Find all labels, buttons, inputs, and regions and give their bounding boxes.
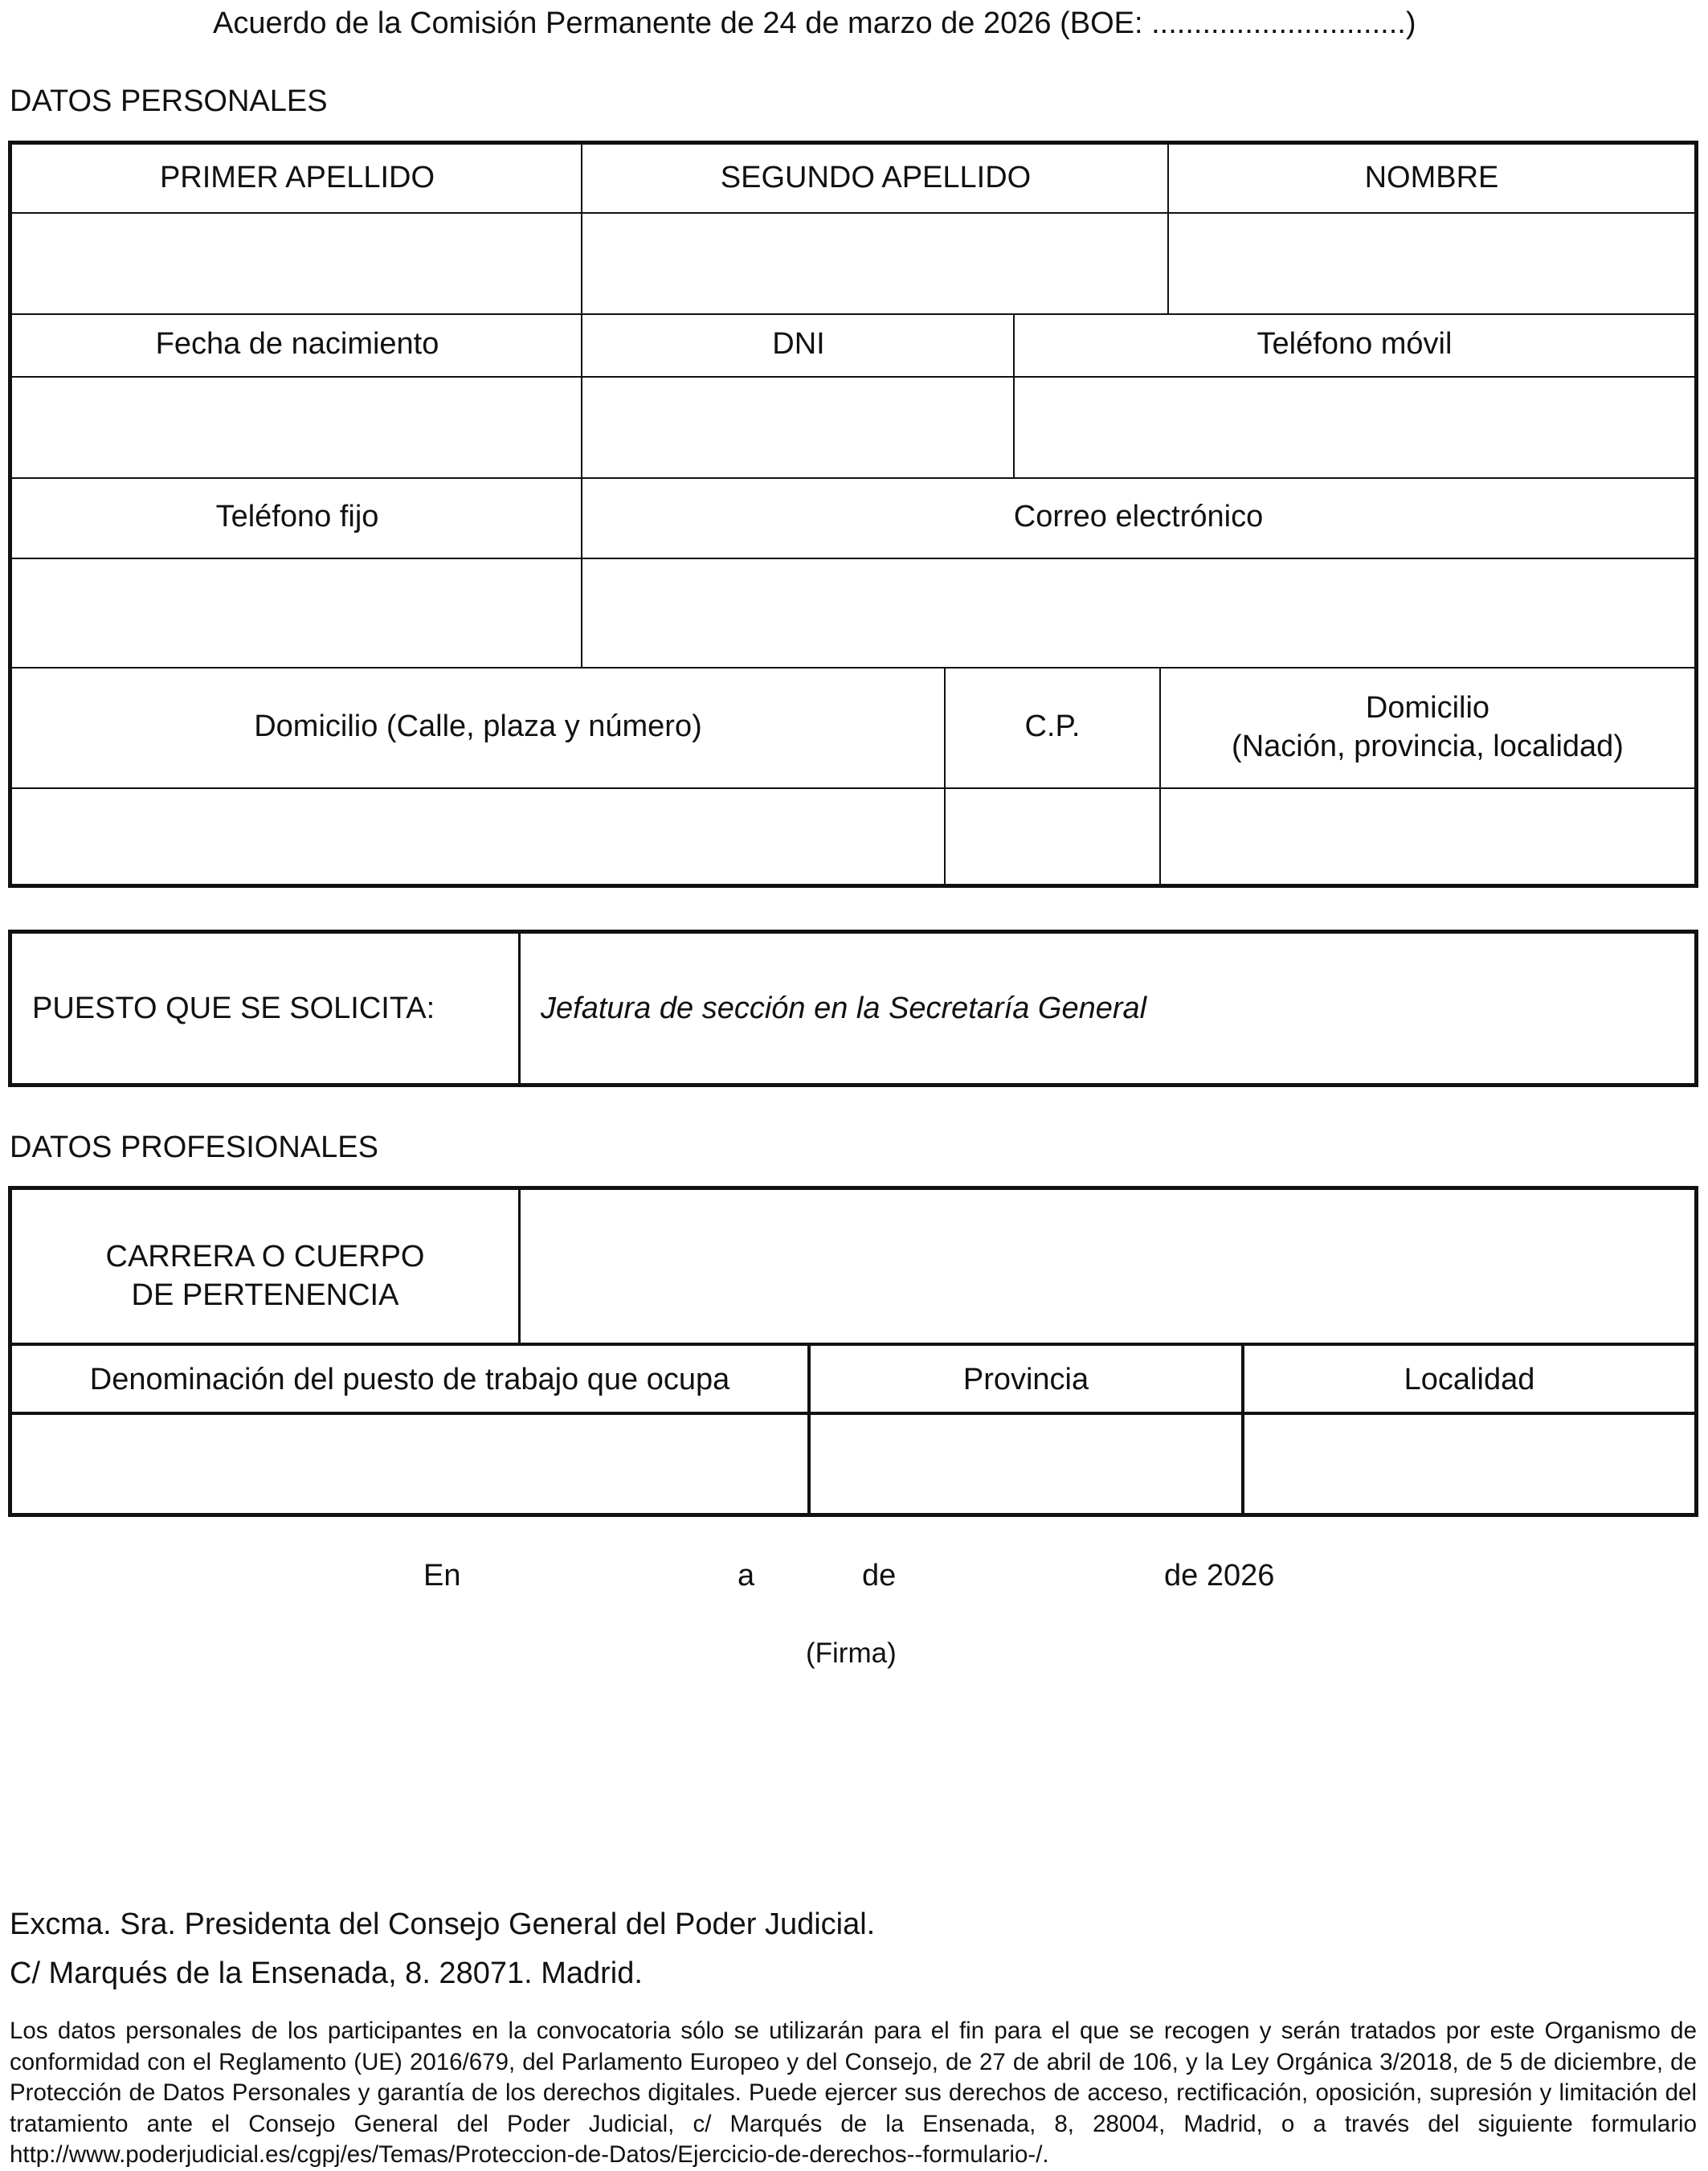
header-cp: C.P. — [1024, 709, 1081, 743]
header-localidad: Localidad — [1404, 1363, 1535, 1396]
recipient-line1: Excma. Sra. Presidenta del Consejo General del Poder Judicial. — [10, 1907, 876, 1941]
position-table — [8, 930, 1698, 1087]
telefono-fijo-field[interactable] — [12, 559, 581, 667]
signature-firma: (Firma) — [806, 1637, 897, 1669]
personal-data-table — [8, 141, 1698, 888]
header-segundo-apellido: SEGUNDO APELLIDO — [720, 161, 1032, 194]
position-label: PUESTO QUE SE SOLICITA: — [32, 991, 435, 1025]
section-title-personal: DATOS PERSONALES — [10, 84, 328, 118]
cp-field[interactable] — [946, 789, 1159, 884]
correo-electronico-field[interactable] — [582, 559, 1694, 667]
dni-field[interactable] — [582, 378, 1013, 477]
nombre-field[interactable] — [1169, 214, 1694, 313]
recipient-line2: C/ Marqués de la Ensenada, 8. 28071. Madrid. — [10, 1956, 643, 1990]
fecha-nacimiento-field[interactable] — [12, 378, 581, 477]
header-telefono-movil: Teléfono móvil — [1256, 327, 1453, 361]
domicilio-calle-field[interactable] — [12, 789, 944, 884]
signature-a: a — [738, 1559, 755, 1592]
primer-apellido-field[interactable] — [12, 214, 581, 313]
professional-data-table — [8, 1186, 1698, 1517]
localidad-field[interactable] — [1244, 1415, 1694, 1513]
header-fecha-nacimiento: Fecha de nacimiento — [155, 327, 439, 361]
provincia-field[interactable] — [811, 1415, 1241, 1513]
legal-notice: Los datos personales de los participantes en la convocatoria sólo se utilizarán para el fin para el que se recogen y serán tratados por este Organismo de conformidad con el Reglamento (UE) 2016/679, del Parlamento Europeo y del Consejo, de 27 de abril de 106, y la Ley Orgánica 3/2018, de 5 de diciembre, de Protección de Datos Personales y garantía de los derechos digitales. Puede ejercer sus derechos de acceso, rectificación, oposición, supresión y limitación del tratamiento ante el Consejo General del Poder Judicial, c/ Marqués de la Ensenada, 8, 28004, Madrid, o a través del siguiente formulario http://www.poderjudicial.es/cgpj/es/Temas/Proteccion-de-Datos/Ejercicio-de-derechos--formulario-/. — [10, 2018, 1697, 2168]
header-correo-electronico: Correo electrónico — [1013, 500, 1264, 534]
signature-de: de — [862, 1559, 897, 1592]
document-title: Acuerdo de la Comisión Permanente de 24 de marzo de 2026 (BOE: ..............................) — [213, 6, 1416, 40]
header-telefono-fijo: Teléfono fijo — [215, 500, 379, 534]
header-primer-apellido: PRIMER APELLIDO — [159, 161, 435, 194]
header-nombre: NOMBRE — [1364, 161, 1499, 194]
career-label-line1: CARRERA O CUERPO — [105, 1240, 425, 1274]
header-dni: DNI — [772, 327, 825, 361]
header-puesto-trabajo: Denominación del puesto de trabajo que ocupa — [89, 1363, 730, 1396]
signature-year: de 2026 — [1164, 1559, 1275, 1592]
header-provincia: Provincia — [962, 1363, 1089, 1396]
position-value: Jefatura de sección en la Secretaría General — [541, 991, 1147, 1025]
domicilio-nacion-field[interactable] — [1161, 789, 1694, 884]
career-field[interactable] — [521, 1190, 1694, 1343]
signature-en: En — [423, 1559, 461, 1592]
header-domicilio-calle: Domicilio (Calle, plaza y número) — [254, 709, 702, 743]
segundo-apellido-field[interactable] — [582, 214, 1167, 313]
telefono-movil-field[interactable] — [1015, 378, 1694, 477]
section-title-professional: DATOS PROFESIONALES — [10, 1130, 378, 1164]
career-label-line2: DE PERTENENCIA — [131, 1278, 399, 1312]
header-domicilio-nacion-line1: Domicilio — [1365, 691, 1490, 725]
puesto-trabajo-field[interactable] — [12, 1415, 807, 1513]
header-domicilio-nacion-line2: (Nación, provincia, localidad) — [1232, 730, 1624, 763]
